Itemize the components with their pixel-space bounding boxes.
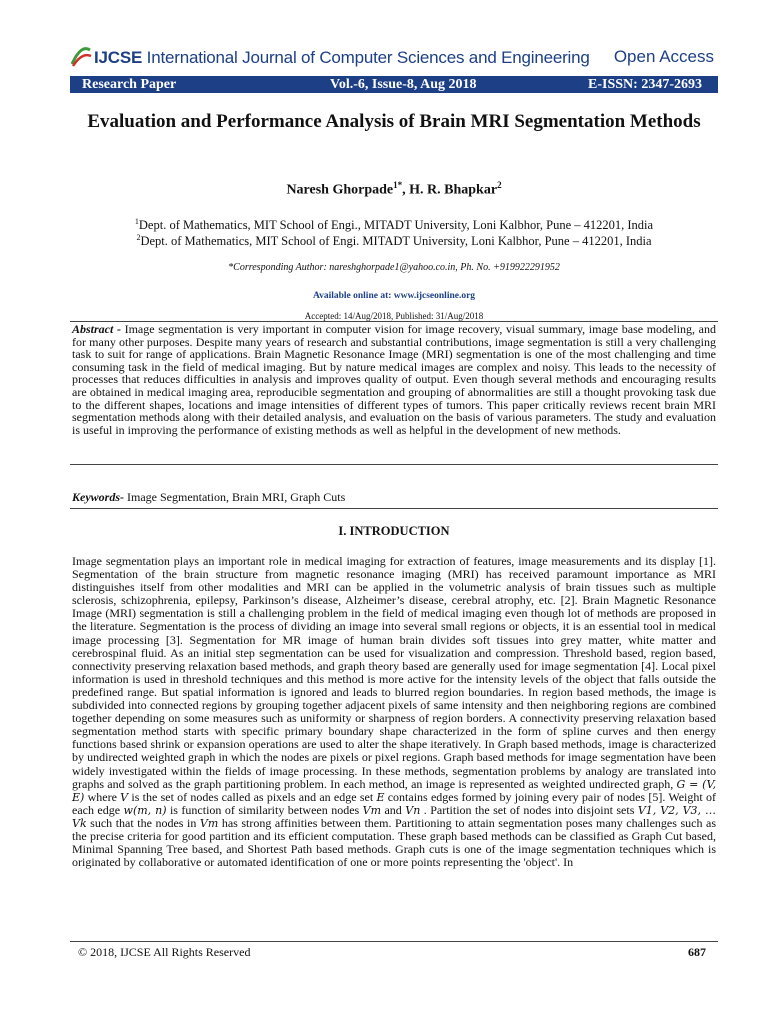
body-text: contains edges formed by joining every pair of nodes [5]. Weight of each edge — [72, 789, 716, 817]
math-weight: w(m, n) — [123, 803, 167, 817]
section-heading: I. INTRODUCTION — [338, 524, 450, 538]
volume-issue: Vol.-6, Issue-8, Aug 2018 — [330, 77, 477, 92]
abstract — [72, 323, 716, 436]
affiliation-1-sup: 1 — [134, 217, 139, 226]
keywords-label: Keywords- — [72, 490, 124, 504]
body-text: is the set of nodes called as pixels and an edge set — [128, 789, 377, 804]
author-1-sup: 1* — [393, 180, 403, 190]
issn: E-ISSN: 2347-2693 — [588, 77, 702, 92]
authors — [70, 180, 718, 199]
math-e: E — [376, 790, 385, 804]
body-text: is function of similarity between nodes — [166, 802, 363, 817]
keywords-text: Image Segmentation, Brain MRI, Graph Cuts — [124, 490, 346, 504]
header-info-bar — [70, 76, 718, 93]
math-vm: Vm — [199, 816, 219, 830]
math-graph: G = (V, E) — [72, 777, 716, 804]
author-separator: , — [402, 182, 410, 198]
author-2: H. R. Bhapkar — [409, 182, 498, 198]
paper-type: Research Paper — [82, 77, 177, 92]
footer-divider — [70, 941, 718, 942]
affiliation-1-text: Dept. of Mathematics, MIT School of Engi., MITADT University, Loni Kalbhor, Pune – 412201, India — [138, 218, 654, 233]
open-access-label: Open Access — [613, 47, 714, 66]
journal-name — [94, 48, 590, 68]
available-online-link[interactable]: Available online at: www.ijcseonline.org — [312, 291, 476, 301]
math-sets: V1, V2, V3, … Vk — [72, 803, 716, 830]
author-2-sup: 2 — [497, 180, 502, 190]
affiliation-2 — [70, 233, 718, 249]
journal-header — [70, 42, 718, 76]
affiliation-1 — [70, 217, 718, 233]
abstract-text: Image segmentation is very important in computer vision for image recovery, visual summary, image base modeling, and for many other purposes. Despite many years of research and substantial contributions, image segmentation is still a very challenging task to suit for range of applications. Brain Magnetic Resonance Image (MRI) segmentation is one of the most challenging and time consuming task in the field of medical imaging. But by nature medical images are complex and noisy. This leads to the necessity of processes that reduces difficulties in analysis and improves quality of output. Even though several methods and encouraging results are obtained in medical imaging area, reproducible segmentation and grouping of abnormalities are still a thought provoking task due to the different shapes, locations and image intensities of different types of tumors. This paper critically reviews recent brain MRI segmentation methods along with their detailed analysis, and evaluation on the basis of various parameters. The study and evaluation is useful in improving the performance of existing methods as well as helpful in the development of new methods. — [72, 322, 716, 437]
page-number: 687 — [688, 945, 706, 959]
body-text: . Partition the set of nodes into disjoint sets — [420, 802, 638, 817]
author-1: Naresh Ghorpade — [286, 182, 394, 198]
body-text: where — [84, 789, 121, 804]
introduction-paragraph — [72, 555, 716, 869]
body-text: and — [381, 802, 406, 817]
journal-title: International Journal of Computer Sciences and Engineering — [146, 48, 590, 67]
body-text: Image segmentation plays an important role in medical imaging for extraction of features, image measurements and its display [1]. Segmentation of the brain structure from magnetic resonance imaging (MRI) has received paramount importance as MRI distinguishes itself from other modalities and MRI can be applied in the volumetric analysis of brain tissues such as multiple sclerosis, schizophrenia, epilepsy, Parkinson’s disease, Alzheimer’s disease, cerebral atrophy, etc. [2]. Brain Magnetic Resonance Image (MRI) segmentation is still a challenging problem in the field of medical imaging even though lot of methods are proposed in the literature. Segmentation is the process of dividing an image into several small regions or objects, it is an essential tool in medical image processing [3]. Segmentation for MR image of human brain divides soft tissues into grey matter, white matter and cerebrospinal fluid. As an initial step segmentation can be used for visualization and compression. Threshold based, region based, connectivity preserving relaxation based methods, and graph theory based are generally used for image segmentation [4]. Local pixel information is used in threshold techniques and this method is more active for the intensity levels of the object that falls outside the predefined range. But spatial information is ignored and leads to blurred region boundaries. In region based methods, the image is subdivided into connected regions by grouping together adjacent pixels of same intensity and then neighboring regions are combined together depending on some measures such as uniformity or sharpness of region borders. A connectivity preserving relaxation based segmentation method starts with specific primary boundary shape characterized in the form of spline curves and then energy functions based shrink or expansion operations are used to alter the shape iteratively. In Graph based methods, image is characterized by undirected weighted graph in which the nodes are pixels or pixel regions. Graph based methods for image segmentation have been widely investigated within the fields of image processing. In these methods, segmentation problems by analogy are translated into graphs and solved as the graph partitioning problem. In each method, an image is represented as weighted undirected graph, — [72, 554, 716, 791]
footer-copyright: © 2018, IJCSE All Rights Reserved — [78, 945, 251, 959]
abstract-label: Abstract - — [72, 322, 121, 336]
corresponding-author: *Corresponding Author: nareshghorpade1@yahoo.co.in, Ph. No. +919922291952 — [228, 262, 560, 273]
accepted-published-dates: Accepted: 14/Aug/2018, Published: 31/Aug/2018 — [304, 311, 484, 321]
paper-title: Evaluation and Performance Analysis of Brain MRI Segmentation Methods — [87, 111, 701, 132]
math-vm: Vm — [362, 803, 382, 817]
body-text: has strong affinities between them. Partitioning to attain segmentation poses many challenges such as the precise criteria for good partition and its efficient computation. These graph based methods can be classified as Graph Cut based, Minimal Spanning Tree based, and Shortest Path based methods. Graph cuts is one of the image segmentation techniques which is originated by collaborative or automated identification of one or more points representing the 'object'. In — [72, 815, 716, 870]
math-vn: Vn — [405, 803, 421, 817]
affiliation-2-text: Dept. of Mathematics, MIT School of Engi. MITADT University, Loni Kalbhor, Pune – 412201, India — [140, 234, 652, 249]
journal-logo-icon — [70, 42, 92, 68]
keywords — [72, 490, 716, 505]
body-text: such that the nodes in — [86, 815, 200, 830]
math-v: V — [120, 790, 129, 804]
affiliation-2-sup: 2 — [136, 233, 141, 242]
keywords-divider — [70, 508, 718, 509]
journal-brand: IJCSE — [94, 48, 143, 67]
